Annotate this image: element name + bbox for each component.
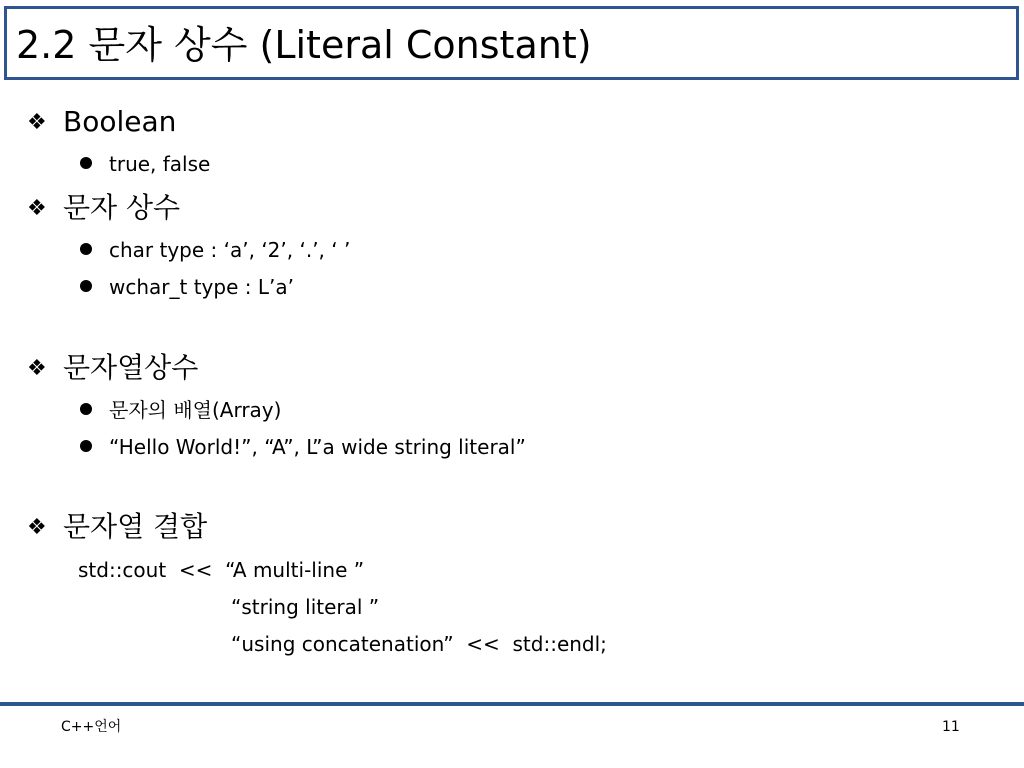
- section-heading-text: 문자 상수: [63, 191, 181, 224]
- diamond-bullet-icon: ❖: [27, 515, 47, 540]
- dot-bullet-icon: [80, 280, 92, 292]
- dot-bullet-icon: [80, 403, 92, 415]
- section-heading-text: 문자열 결합: [63, 510, 208, 543]
- section-heading-text: Boolean: [63, 105, 177, 138]
- page-number: 11: [942, 719, 960, 735]
- title-box: [4, 6, 1019, 80]
- list-item: [80, 396, 281, 424]
- list-item-text: true, false: [109, 152, 211, 176]
- footer-course-name: C++언어: [61, 719, 122, 735]
- list-item-text: char type : ‘a’, ‘2’, ‘.’, ‘ ’: [109, 238, 351, 262]
- code-line: “using concatenation” << std::endl;: [231, 632, 607, 656]
- code-line: “string literal ”: [231, 595, 380, 619]
- list-item-text: 문자의 배열(Array): [109, 398, 282, 422]
- code-line: std::cout << “A multi-line ”: [78, 558, 365, 582]
- diamond-bullet-icon: ❖: [27, 356, 47, 381]
- section-heading-boolean: [27, 104, 176, 141]
- list-item-text: wchar_t type : L’a’: [109, 275, 294, 299]
- slide-title: 2.2 문자 상수 (Literal Constant): [16, 23, 592, 67]
- dot-bullet-icon: [80, 440, 92, 452]
- footer-divider: [0, 702, 1024, 706]
- list-item: [80, 273, 294, 301]
- dot-bullet-icon: [80, 157, 92, 169]
- list-item: [80, 236, 350, 264]
- dot-bullet-icon: [80, 243, 92, 255]
- list-item: [80, 433, 526, 461]
- list-item: [80, 150, 210, 178]
- diamond-bullet-icon: ❖: [27, 196, 47, 221]
- list-item-text: “Hello World!”, “A”, L”a wide string literal”: [109, 435, 526, 459]
- section-heading-text: 문자열상수: [63, 351, 199, 384]
- section-heading-string-constant: [27, 350, 198, 387]
- diamond-bullet-icon: ❖: [27, 110, 47, 135]
- section-heading-char-constant: [27, 190, 180, 227]
- section-heading-string-concat: [27, 509, 207, 546]
